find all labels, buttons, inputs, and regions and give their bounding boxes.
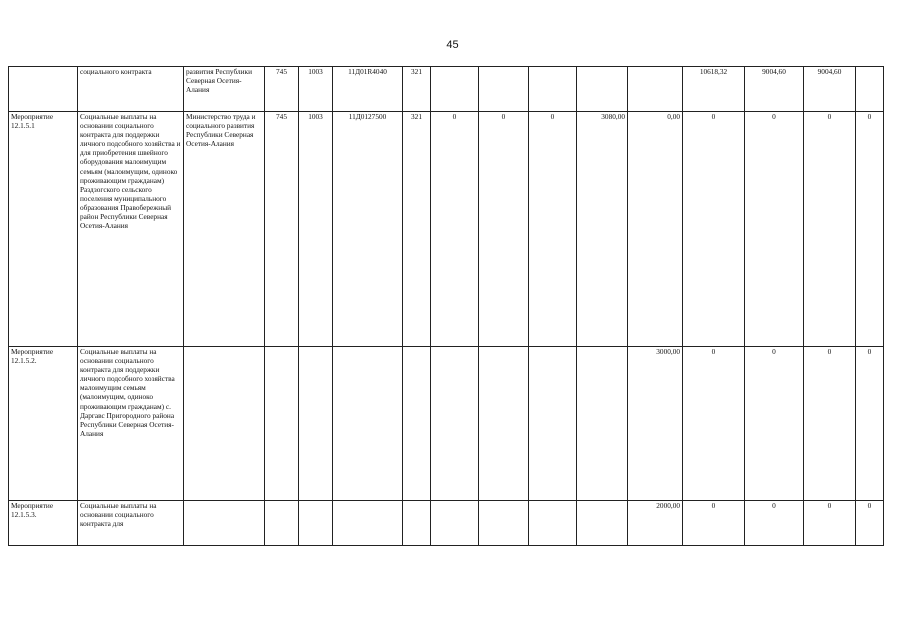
value-cell — [529, 67, 577, 112]
table-row — [9, 112, 884, 347]
value-cell: 0 — [529, 112, 577, 347]
table-row — [9, 347, 884, 501]
event-cell — [9, 67, 78, 112]
budget-table — [8, 66, 884, 546]
vr-cell: 321 — [403, 112, 431, 347]
event-cell: Мероприятие 12.1.5.3. — [9, 501, 78, 546]
value-cell — [479, 347, 529, 501]
csr-cell — [333, 347, 403, 501]
page-number: 45 — [446, 39, 459, 51]
value-cell — [431, 67, 479, 112]
value-cell: 0,00 — [628, 112, 683, 347]
rzpr-cell: 1003 — [299, 67, 333, 112]
value-cell: 0 — [856, 112, 884, 347]
name-cell: Социальные выплаты на основании социального контракта для поддержки личного подсобного хозяйства малоимущим семьям (малоимущим, одиноко проживающим гражданам) с. Даргавс Пригородного района Республики Северная Осетия-Алания — [78, 347, 184, 501]
rzpr-cell — [299, 501, 333, 546]
value-cell — [479, 67, 529, 112]
value-cell: 0 — [745, 347, 804, 501]
value-cell: 0 — [745, 501, 804, 546]
vr-cell: 321 — [403, 67, 431, 112]
value-cell: 3080,00 — [577, 112, 628, 347]
value-cell — [577, 501, 628, 546]
value-cell: 0 — [856, 347, 884, 501]
vr-cell — [403, 347, 431, 501]
grbs-cell: 745 — [265, 67, 299, 112]
table-row — [9, 501, 884, 546]
value-cell: 3000,00 — [628, 347, 683, 501]
executor-cell: Министерство труда и социального развития Республики Северная Осетия-Алания — [184, 112, 265, 347]
executor-cell: развития Республики Северная Осетия-Алания — [184, 67, 265, 112]
value-cell: 0 — [804, 112, 856, 347]
rzpr-cell — [299, 347, 333, 501]
value-cell: 0 — [804, 347, 856, 501]
grbs-cell: 745 — [265, 112, 299, 347]
value-cell — [577, 67, 628, 112]
value-cell: 0 — [683, 501, 745, 546]
executor-cell — [184, 347, 265, 501]
table-row — [9, 67, 884, 112]
csr-cell: 11Д0127500 — [333, 112, 403, 347]
value-cell: 2000,00 — [628, 501, 683, 546]
executor-cell — [184, 501, 265, 546]
csr-cell: 11Д01R4040 — [333, 67, 403, 112]
value-cell — [628, 67, 683, 112]
value-cell: 0 — [479, 112, 529, 347]
grbs-cell — [265, 347, 299, 501]
value-cell: 9004,60 — [804, 67, 856, 112]
value-cell — [856, 67, 884, 112]
value-cell: 0 — [856, 501, 884, 546]
event-cell: Мероприятие 12.1.5.1 — [9, 112, 78, 347]
name-cell: Социальные выплаты на основании социального контракта для — [78, 501, 184, 546]
csr-cell — [333, 501, 403, 546]
value-cell — [479, 501, 529, 546]
value-cell: 0 — [683, 347, 745, 501]
value-cell — [431, 501, 479, 546]
value-cell: 10618,32 — [683, 67, 745, 112]
event-cell: Мероприятие 12.1.5.2. — [9, 347, 78, 501]
value-cell: 0 — [683, 112, 745, 347]
value-cell: 0 — [431, 112, 479, 347]
grbs-cell — [265, 501, 299, 546]
rzpr-cell: 1003 — [299, 112, 333, 347]
name-cell: социального контракта — [78, 67, 184, 112]
value-cell — [431, 347, 479, 501]
value-cell: 0 — [745, 112, 804, 347]
value-cell — [577, 347, 628, 501]
value-cell: 0 — [804, 501, 856, 546]
value-cell: 9004,60 — [745, 67, 804, 112]
value-cell — [529, 501, 577, 546]
value-cell — [529, 347, 577, 501]
vr-cell — [403, 501, 431, 546]
name-cell: Социальные выплаты на основании социального контракта для поддержки личного подсобного хозяйства и для приобретения швейного оборудования малоимущим семьям (малоимущим, одиноко проживающим гражданам) Раздзогского сельского поселения муниципального образования Правобережный район Республики Северная Осетия-Алания — [78, 112, 184, 347]
